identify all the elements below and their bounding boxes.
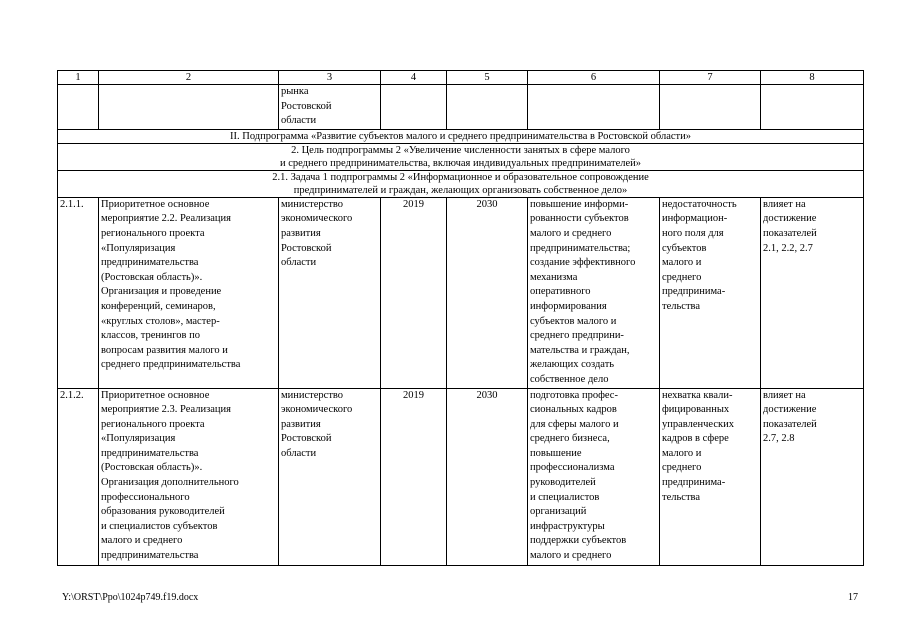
measure-name-cell: Приоритетное основное мероприятие 2.3. Реализация регионального проекта «Популяризация предпринимательства (Ростовская область)». Организация дополнительного профессионального образования руководителей и специалистов субъектов малого и среднего предпринимательства [99,388,279,565]
indicator-link-cell: влияет на достижение показателей 2.1, 2.2, 2.7 [761,197,864,388]
executor-cell: министерство экономического развития Ростовской области [279,197,381,388]
column-number: 8 [761,71,864,85]
row-number: 2.1.2. [58,388,99,565]
task-row [58,170,864,197]
table-row [58,197,864,388]
column-number: 4 [381,71,447,85]
continuation-row [58,85,864,130]
column-number: 5 [447,71,528,85]
subprogram-title: II. Подпрограмма «Развитие субъектов малого и среднего предпринимательства в Ростовской области» [58,129,864,143]
executor-cell: министерство экономического развития Ростовской области [279,388,381,565]
column-number: 6 [528,71,660,85]
program-table [57,70,864,566]
end-year: 2030 [447,197,528,388]
table-row [58,388,864,565]
start-year: 2019 [381,388,447,565]
column-number: 2 [99,71,279,85]
task-text: 2.1. Задача 1 подпрограммы 2 «Информационное и образовательное сопровождение предпринимателей и граждан, желающих организовать собственное дело» [58,170,864,197]
goal-text: 2. Цель подпрограммы 2 «Увеличение численности занятых в сфере малого и среднего предпринимательства, включая индивидуальных предпринимателей» [58,143,864,170]
expected-result-cell: повышение информи- рованности субъектов малого и среднего предпринимательства; создание эффективного механизма оперативного информирования субъектов малого и среднего предприни- мательства и граждан, желающих создать собственное дело [528,197,660,388]
measure-name-cell: Приоритетное основное мероприятие 2.2. Реализация регионального проекта «Популяризация предпринимательства (Ростовская область)». Организация и проведение конференций, семинаров, «круглых столов», мастер- классов, тренингов по вопросам развития малого и среднего предпринимательства [99,197,279,388]
subprogram-row [58,129,864,143]
expected-result-cell: подготовка профес- сиональных кадров для сферы малого и среднего бизнеса, повышение профессионализма руководителей и специалистов организаций инфраструктуры поддержки субъектов малого и среднего [528,388,660,565]
continuation-executor-cell: рынка Ростовской области [279,85,381,130]
column-number-row [58,71,864,85]
consequence-cell: недостаточность информацион- ного поля для субъектов малого и среднего предпринима- тельства [660,197,761,388]
consequence-cell: нехватка квали- фицированных управленческих кадров в сфере малого и среднего предпринима- тельства [660,388,761,565]
column-number: 7 [660,71,761,85]
indicator-link-cell: влияет на достижение показателей 2.7, 2.8 [761,388,864,565]
column-number: 1 [58,71,99,85]
row-number: 2.1.1. [58,197,99,388]
goal-row [58,143,864,170]
start-year: 2019 [381,197,447,388]
end-year: 2030 [447,388,528,565]
page-number: 17 [848,592,858,603]
footer-file-path: Y:\ORST\Ppo\1024p749.f19.docx [62,592,199,603]
column-number: 3 [279,71,381,85]
